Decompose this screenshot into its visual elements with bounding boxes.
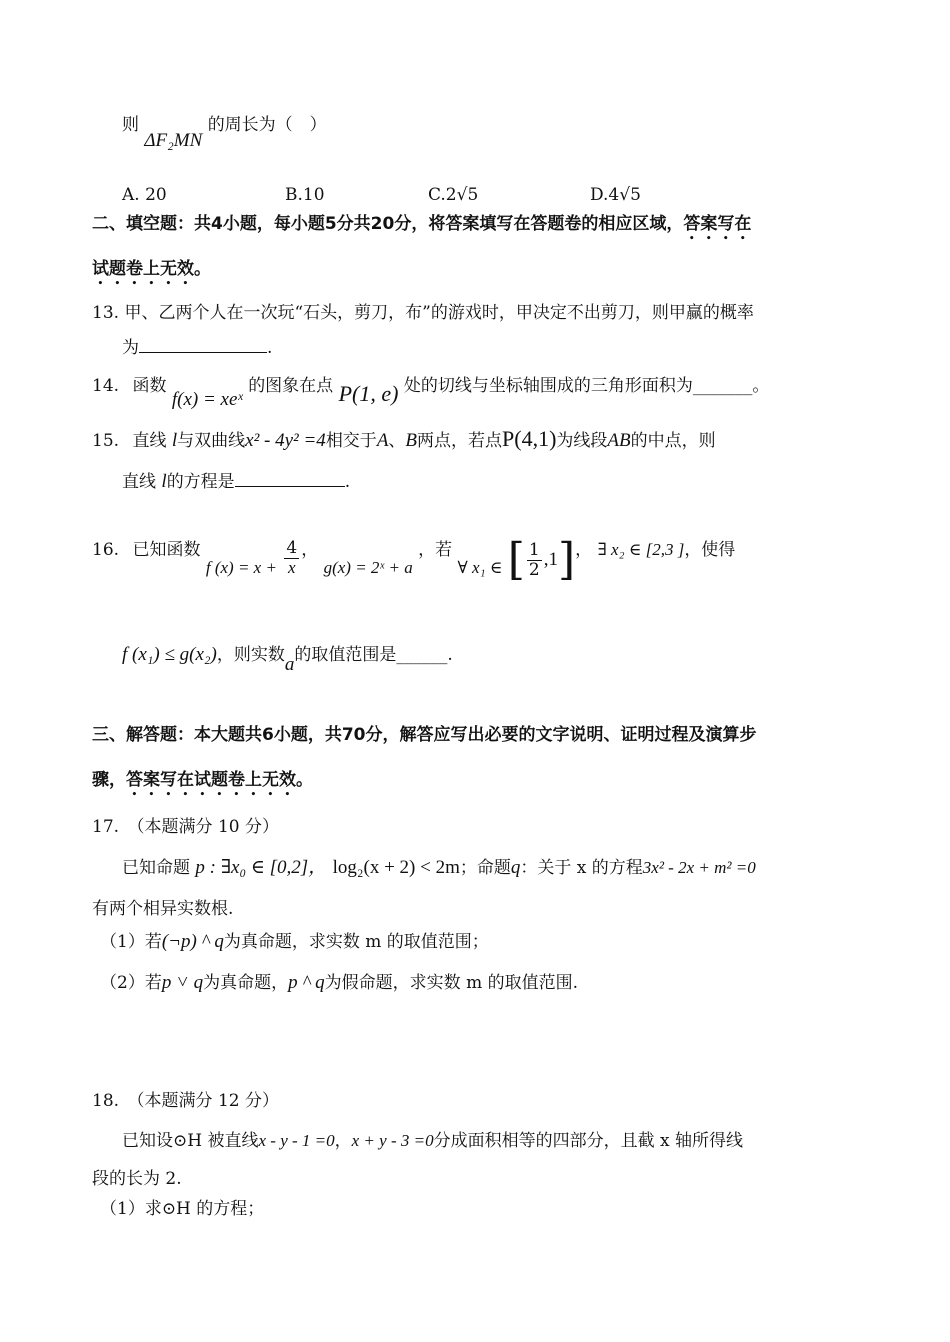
q18-text2: 分成面积相等的四部分，且截 x 轴所得线 bbox=[433, 1131, 743, 1151]
q15-text4: 两点，若点 bbox=[417, 431, 503, 451]
q12-option-c: C.2√5 bbox=[428, 185, 479, 205]
q14-point: P(1, e) bbox=[338, 381, 399, 406]
q17-line1 bbox=[122, 856, 756, 881]
q17-item2-prefix: （2）若 bbox=[100, 973, 162, 993]
section2-emphasis-2: 试题卷上无效 bbox=[92, 259, 194, 279]
section2-text: 二、填空题：共4小题，每小题5分共20分，将答案填写在答题卷的相应区域， bbox=[92, 214, 684, 234]
q14-number: 14. bbox=[92, 376, 120, 396]
q17-item2 bbox=[100, 971, 578, 996]
q17-text1: 已知命题 bbox=[122, 858, 190, 878]
q17-line2: 有两个相异实数根. bbox=[92, 899, 234, 919]
q18-line-eq2: x + y - 3 =0 bbox=[351, 1131, 434, 1150]
q15-line2 bbox=[122, 468, 350, 495]
q13-prefix: 为 bbox=[122, 338, 139, 358]
q16-line2-text1: ，则实数 bbox=[216, 645, 285, 665]
q12-prefix: 则 bbox=[122, 115, 139, 135]
q14-text2: 的图象在点 bbox=[248, 376, 334, 396]
q15-hyperbola: x² - 4y² =4 bbox=[245, 430, 326, 451]
q15-segment-ab: AB bbox=[607, 430, 631, 451]
q16-f-left: f (x) = x + bbox=[205, 557, 277, 577]
q18-item1: （1）求⊙H 的方程； bbox=[100, 1199, 265, 1219]
q15-text3: 相交于 bbox=[325, 431, 377, 451]
q16-text2: ，若 bbox=[418, 539, 453, 560]
q15-point-a: A bbox=[376, 430, 389, 451]
q15-point-b: B bbox=[405, 430, 418, 451]
q12-option-b: B.10 bbox=[285, 185, 325, 205]
section3-text2: 骤， bbox=[92, 770, 126, 790]
q16-number: 16. bbox=[92, 539, 120, 560]
q15-line-l: l bbox=[171, 430, 178, 451]
q16-f-fraction bbox=[284, 539, 299, 577]
q15-point-p: P(4,1) bbox=[502, 426, 557, 451]
q15-line2-prefix: 直线 bbox=[122, 472, 156, 492]
q14-function: f(x) = xeˣ bbox=[171, 389, 243, 410]
q16-interval-end: ,1 bbox=[543, 548, 558, 570]
q16-line2-text2: 的取值范围是______. bbox=[294, 645, 453, 665]
q15-answer-blank bbox=[235, 468, 345, 487]
q15-text2: 与双曲线 bbox=[177, 431, 246, 451]
q14-text3: 处的切线与坐标轴围成的三角形面积为_______。 bbox=[403, 376, 770, 396]
q12-option-a: A. 20 bbox=[122, 185, 167, 205]
q16-f-den: x bbox=[288, 557, 296, 577]
q16-text3: ，使得 bbox=[684, 539, 736, 560]
q16-g: g(x) = 2ˣ + a bbox=[323, 557, 413, 577]
q16-frac-num: 1 bbox=[528, 539, 540, 560]
q16-bracket-right: ] bbox=[557, 534, 576, 585]
q16-frac-den: 2 bbox=[528, 559, 540, 580]
q16-comma2: ， bbox=[575, 539, 593, 560]
q18-line2: 段的长为 2. bbox=[92, 1169, 182, 1189]
q13-line1: 13. 甲、乙两个人在一次玩“石头，剪刀，布”的游戏时，甲决定不出剪刀，则甲赢的概率 bbox=[92, 303, 754, 323]
q12-stem-tail bbox=[122, 113, 327, 151]
section3-end: 。 bbox=[296, 770, 313, 790]
section2-end: 。 bbox=[194, 259, 211, 279]
q14-text1: 函数 bbox=[132, 376, 167, 396]
q16-f-num: 4 bbox=[286, 537, 298, 558]
q16-interval-fraction bbox=[527, 541, 542, 579]
section2-heading-line2 bbox=[92, 258, 211, 289]
section3-emphasis: 答案写在试题卷上无效 bbox=[126, 770, 296, 790]
q17-item2-mid: 为真命题， bbox=[203, 973, 289, 993]
q17-item2-expr1: p ˅ q bbox=[161, 972, 204, 993]
q15-line2-text: 的方程是 bbox=[166, 472, 235, 492]
q17-item1-prefix: （1）若 bbox=[100, 932, 162, 952]
q17-item2-expr2: p ^ q bbox=[288, 972, 325, 993]
q13-answer-blank bbox=[139, 334, 267, 353]
q16-exists: ∃ x₂ ∈ [2,3 ] bbox=[597, 539, 685, 559]
q17-item1 bbox=[100, 930, 489, 955]
q15-text6: 的中点，则 bbox=[630, 431, 716, 451]
q13-suffix: . bbox=[267, 338, 273, 358]
q17-text3: ：关于 x 的方程 bbox=[520, 858, 643, 878]
q15-sep: 、 bbox=[388, 431, 406, 451]
q15-text1: 直线 bbox=[132, 431, 167, 451]
q17-item1-suffix: 为真命题，求实数 m 的取值范围； bbox=[223, 932, 489, 952]
q17-item1-expr: (¬p) ^ q bbox=[161, 931, 224, 952]
q15-line2-l: l bbox=[161, 471, 167, 492]
section3-heading-line1: 三、解答题：本大题共6小题，共70分，解答应写出必要的文字说明、证明过程及演算步 bbox=[92, 725, 757, 745]
q17-header: 17. （本题满分 10 分） bbox=[92, 817, 279, 837]
q17-equation: 3x² - 2x + m² =0 bbox=[642, 858, 756, 877]
section2-emphasis-1: 答案写在 bbox=[683, 214, 752, 234]
q16-line1 bbox=[92, 520, 736, 585]
q12-option-d: D.4√5 bbox=[590, 185, 641, 205]
q18-text1: 已知设⊙H 被直线 bbox=[122, 1131, 259, 1151]
section2-heading-line1 bbox=[92, 213, 751, 244]
q16-comma1: ， bbox=[301, 539, 319, 560]
q15-line2-suffix: . bbox=[344, 472, 351, 492]
section3-heading-line2 bbox=[92, 769, 313, 800]
q12-suffix: 的周长为（ ） bbox=[207, 115, 327, 135]
q18-line-eq1: x - y - 1 =0 bbox=[258, 1131, 335, 1150]
q16-forall: ∀ x₁ ∈ bbox=[457, 557, 503, 577]
q14-line bbox=[92, 370, 770, 410]
q16-condition: f (x₁) ≤ g(x₂) bbox=[122, 644, 217, 665]
q17-log-inequality: log₂(x + 2) < 2m bbox=[332, 857, 460, 878]
q18-line1 bbox=[122, 1130, 743, 1152]
q15-number: 15. bbox=[92, 431, 120, 451]
q12-triangle: ΔF₂MN bbox=[144, 130, 203, 151]
q15-text5: 为线段 bbox=[556, 431, 608, 451]
q16-text1: 已知函数 bbox=[132, 539, 201, 560]
q13-line2 bbox=[122, 334, 272, 359]
q16-line2 bbox=[122, 643, 453, 675]
q17-item2-suffix: 为假命题，求实数 m 的取值范围. bbox=[324, 973, 579, 993]
q16-line2-a: a bbox=[284, 654, 295, 675]
q15-line1 bbox=[92, 425, 716, 454]
q18-comma: ， bbox=[334, 1131, 352, 1151]
q17-q-label: q bbox=[510, 857, 521, 878]
q18-header: 18. （本题满分 12 分） bbox=[92, 1091, 279, 1111]
q16-bracket-left: [ bbox=[507, 534, 525, 585]
q17-proposition-p: p : ∃x₀ ∈ [0,2]， bbox=[195, 857, 328, 878]
q17-text2: ；命题 bbox=[459, 858, 511, 878]
